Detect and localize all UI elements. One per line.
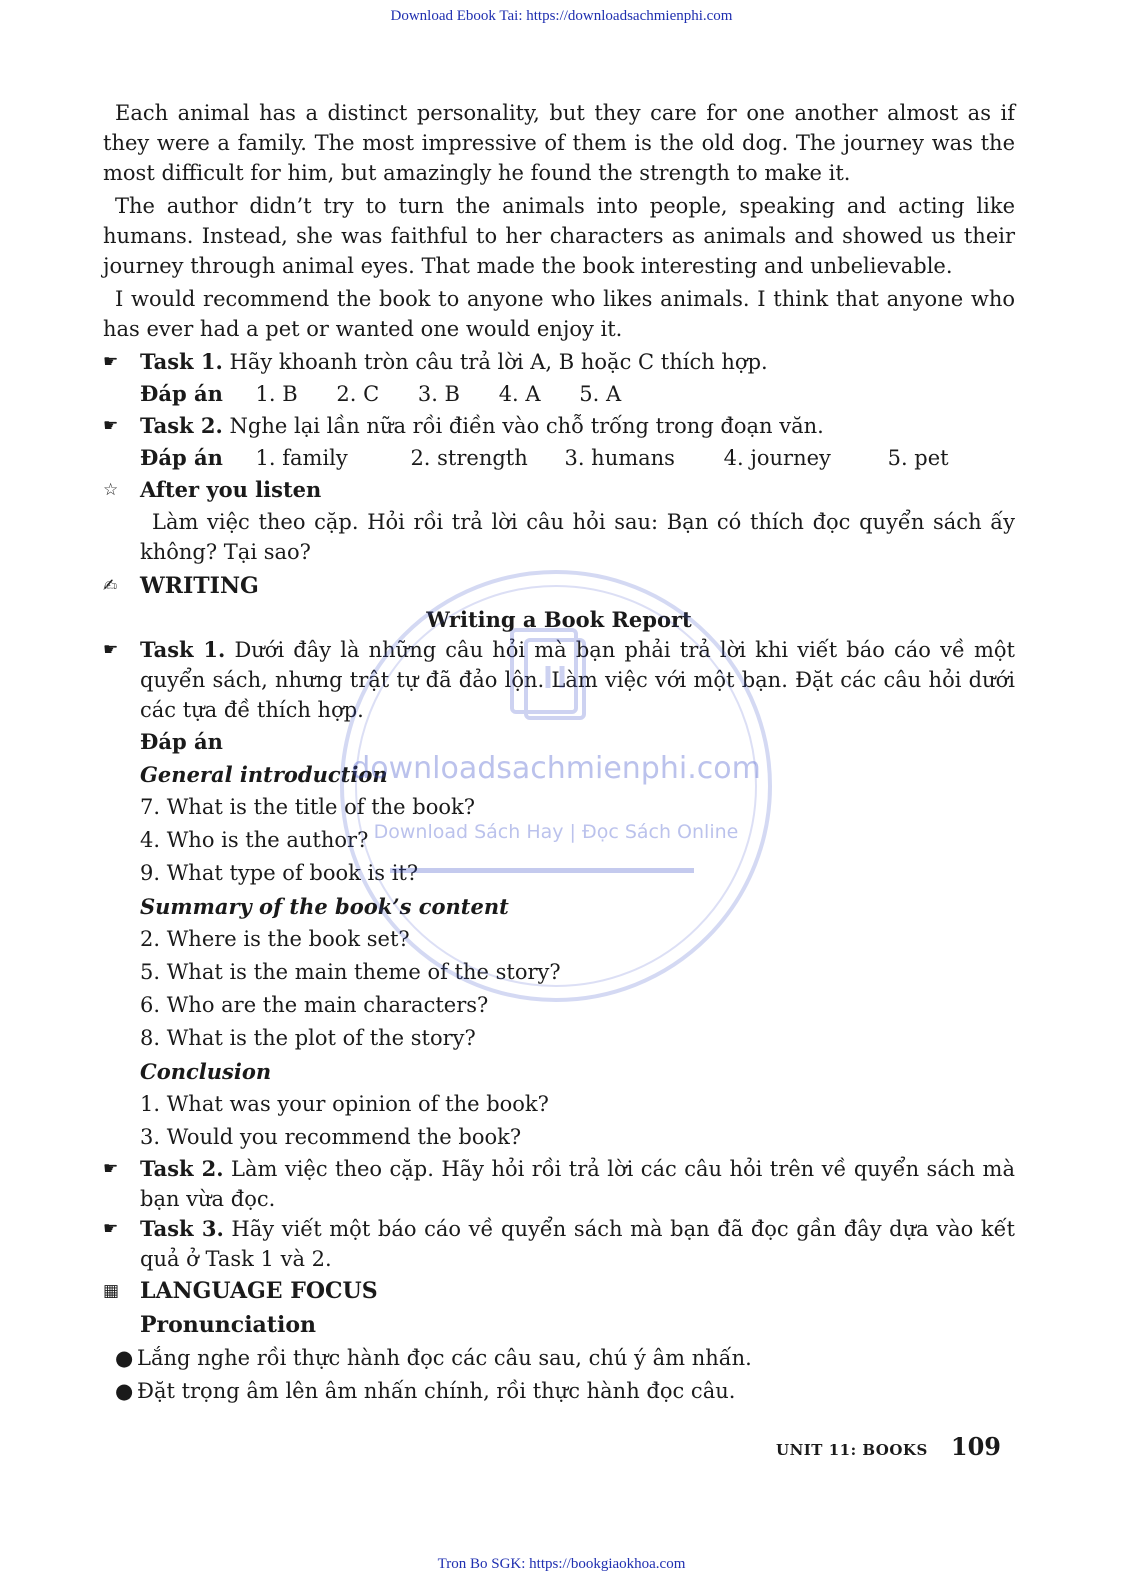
answer-item: 5. A	[579, 382, 622, 406]
bullet-item	[103, 1375, 1015, 1408]
answer-label: Đáp án	[140, 445, 223, 470]
instruction-text: Làm việc theo cặp. Hỏi rồi trả lời câu hỏi sau: Bạn có thích đọc quyển sách ấy không? Tại sao?	[140, 510, 1015, 564]
bullet-item	[103, 1342, 1015, 1375]
writing-subtitle: Writing a Book Report	[426, 607, 692, 632]
footer-link[interactable]: Tron Bo SGK: https://bookgiaokhoa.com	[437, 1556, 686, 1572]
pointing-hand-icon: ☛	[103, 352, 119, 372]
download-link[interactable]: Download Ebook Tai: https://downloadsachmienphi.com	[390, 8, 733, 24]
bullet-text: Lắng nghe rồi thực hành đọc các câu sau, chú ý âm nhấn.	[137, 1346, 752, 1370]
after-listen-text	[103, 507, 1015, 567]
answer-item: 5. pet	[887, 446, 949, 470]
answer-item: 3. humans	[564, 446, 675, 470]
writing-task2	[103, 1154, 1015, 1214]
page-content	[103, 98, 1015, 1408]
answer-item: 1. B	[255, 382, 298, 406]
listen-task2-answers	[103, 443, 1015, 473]
task-label: Task 1.	[140, 349, 223, 374]
pointing-hand-icon: ☛	[103, 1159, 119, 1179]
task-text: Làm việc theo cặp. Hãy hỏi rồi trả lời các câu hỏi trên về quyển sách mà bạn vừa đọc.	[140, 1157, 1015, 1211]
writing-task1	[103, 635, 1015, 725]
answer-item: 2. strength	[410, 446, 528, 470]
pointing-hand-icon: ☛	[103, 1219, 119, 1239]
task-text: Nghe lại lần nữa rồi điền vào chỗ trống trong đoạn văn.	[229, 414, 824, 438]
question-item: 7. What is the title of the book?	[140, 795, 475, 819]
question-item: 6. Who are the main characters?	[140, 993, 489, 1017]
task-text: Hãy viết một báo cáo về quyển sách mà bạn đã đọc gần đây dựa vào kết quả ở Task 1 và 2.	[140, 1217, 1015, 1271]
task-label: Task 1.	[140, 637, 226, 662]
question-item: 3. Would you recommend the book?	[140, 1125, 522, 1149]
paragraph-2: The author didn’t try to turn the animals into people, speaking and acting like humans. Instead, she was faithful to her characters as animals and showed us their journey through animal eyes. That made the book interesting and unbelievable.	[103, 194, 1015, 278]
bullet-icon: ●	[115, 1379, 134, 1403]
answer-item: 1. family	[255, 446, 348, 470]
watermark-site: downloadsachmienphi.com	[351, 751, 761, 786]
question-item: 2. Where is the book set?	[140, 927, 410, 951]
star-icon: ☆	[103, 480, 119, 500]
task-label: Task 2.	[140, 1156, 224, 1181]
answer-item: 3. B	[417, 382, 460, 406]
paragraph-1: Each animal has a distinct personality, but they care for one another almost as if they were a family. The most impressive of them is the old dog. The journey was the most difficult for him, but amazingly he found the strength to make it.	[103, 101, 1015, 185]
question-item: 5. What is the main theme of the story?	[140, 960, 561, 984]
question-item: 1. What was your opinion of the book?	[140, 1092, 549, 1116]
grid-book-icon: ▦	[103, 1281, 120, 1301]
bullet-icon: ●	[115, 1346, 134, 1370]
page-number: 109	[950, 1432, 1001, 1461]
unit-label: UNIT 11: BOOKS	[776, 1441, 928, 1459]
task-label: Task 2.	[140, 413, 223, 438]
writing-heading	[103, 571, 1015, 603]
pen-icon: ✍	[103, 576, 118, 596]
bullet-text: Đặt trọng âm lên âm nhấn chính, rồi thực hành đọc câu.	[137, 1379, 736, 1403]
listen-task1	[103, 347, 1015, 379]
task-text: Hãy khoanh tròn câu trả lời A, B hoặc C thích hợp.	[229, 350, 768, 374]
writing-task3	[103, 1214, 1015, 1274]
listen-task2	[103, 411, 1015, 443]
question-item: 8. What is the plot of the story?	[140, 1026, 476, 1050]
group-title: Summary of the book’s content	[140, 894, 509, 919]
group-title: Conclusion	[140, 1059, 272, 1084]
task-text: Dưới đây là những câu hỏi mà bạn phải trả lời khi viết báo cáo về một quyển sách, nhưng trật tự đã đảo lộn. Làm việc với một bạn. Đặt các câu hỏi dưới các tựa đề thích hợp.	[140, 638, 1015, 722]
answer-item: 2. C	[336, 382, 380, 406]
answer-item: 4. journey	[723, 446, 831, 470]
section-title: LANGUAGE FOCUS	[140, 1278, 378, 1304]
pronunciation-title: Pronunciation	[140, 1312, 316, 1338]
question-item: 9. What type of book is it?	[140, 861, 419, 885]
answer-label: Đáp án	[140, 729, 223, 754]
group-title: General introduction	[140, 762, 388, 787]
after-you-listen	[103, 475, 1015, 507]
language-focus-heading	[103, 1276, 1015, 1308]
answer-label: Đáp án	[140, 381, 223, 406]
watermark-tagline: Download Sách Hay | Đọc Sách Online	[373, 821, 739, 843]
question-item: 4. Who is the author?	[140, 828, 369, 852]
answer-item: 4. A	[498, 382, 541, 406]
listen-task1-answers	[103, 379, 1015, 409]
section-title: WRITING	[140, 573, 259, 599]
section-title: After you listen	[140, 477, 322, 502]
pointing-hand-icon: ☛	[103, 416, 119, 436]
task-label: Task 3.	[140, 1216, 224, 1241]
pointing-hand-icon: ☛	[103, 640, 119, 660]
page-footer	[776, 1432, 1001, 1461]
paragraph-3: I would recommend the book to anyone who likes animals. I think that anyone who has ever had a pet or wanted one would enjoy it.	[103, 287, 1015, 341]
